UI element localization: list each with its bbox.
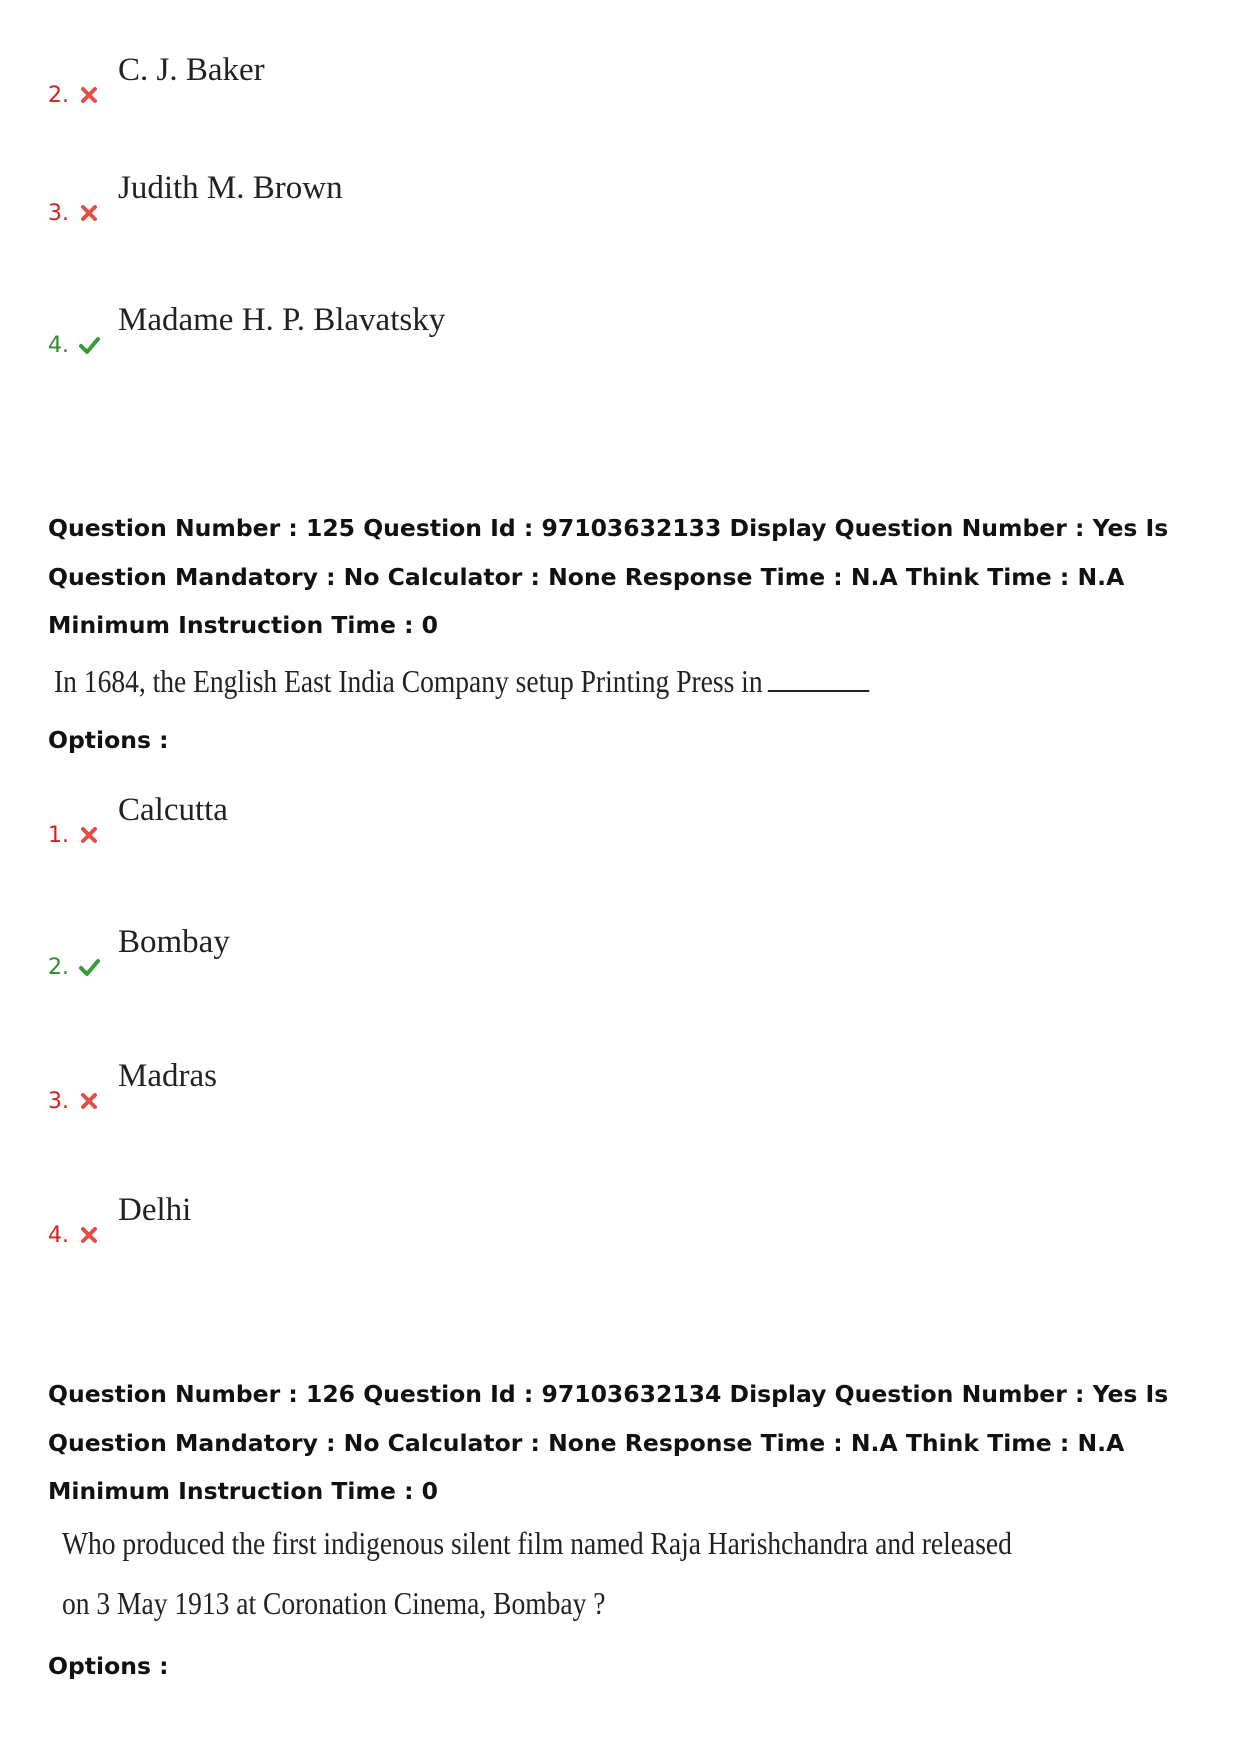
option-item	[48, 792, 748, 852]
option-text: Madras	[118, 1058, 217, 1094]
check-icon	[78, 334, 100, 356]
option-text: Delhi	[118, 1192, 192, 1228]
cross-icon	[78, 1090, 100, 1112]
cross-icon	[78, 202, 100, 224]
option-number: 3.	[48, 201, 69, 226]
option-text: Bombay	[118, 924, 230, 960]
option-number: 4.	[48, 1223, 69, 1248]
question-text-line: Who produced the first indigenous silent film named Raja Harishchandra and released	[62, 1525, 1012, 1561]
options-label: Options :	[48, 1652, 169, 1680]
check-icon	[78, 956, 100, 978]
option-text: C. J. Baker	[118, 52, 265, 88]
cross-icon	[78, 84, 100, 106]
question-text	[54, 660, 869, 700]
option-number: 4.	[48, 333, 69, 358]
option-number: 2.	[48, 83, 69, 108]
cross-icon	[78, 1224, 100, 1246]
option-text: Judith M. Brown	[118, 170, 343, 206]
option-item	[48, 52, 748, 112]
option-number: 1.	[48, 823, 69, 848]
options-label: Options :	[48, 726, 169, 754]
option-number: 3.	[48, 1089, 69, 1114]
answer-blank	[768, 660, 869, 692]
question-text-content: In 1684, the English East India Company setup Printing Press in	[54, 663, 763, 699]
option-item	[48, 1192, 748, 1252]
option-text: Calcutta	[118, 792, 228, 828]
question-meta: Question Number : 126 Question Id : 97103632134 Display Question Number : Yes Is Question Mandatory : No Calculator : None Response Time : N.A Think Time : N.A Minimum Instruction Time : 0	[48, 1380, 1169, 1505]
option-item	[48, 170, 748, 230]
question-text-line: on 3 May 1913 at Coronation Cinema, Bombay ?	[62, 1585, 606, 1621]
option-item	[48, 1058, 748, 1118]
option-number: 2.	[48, 955, 69, 980]
question-meta: Question Number : 125 Question Id : 97103632133 Display Question Number : Yes Is Question Mandatory : No Calculator : None Response Time : N.A Think Time : N.A Minimum Instruction Time : 0	[48, 514, 1169, 639]
option-item	[48, 924, 748, 984]
option-item	[48, 302, 748, 362]
cross-icon	[78, 824, 100, 846]
option-text: Madame H. P. Blavatsky	[118, 302, 446, 338]
